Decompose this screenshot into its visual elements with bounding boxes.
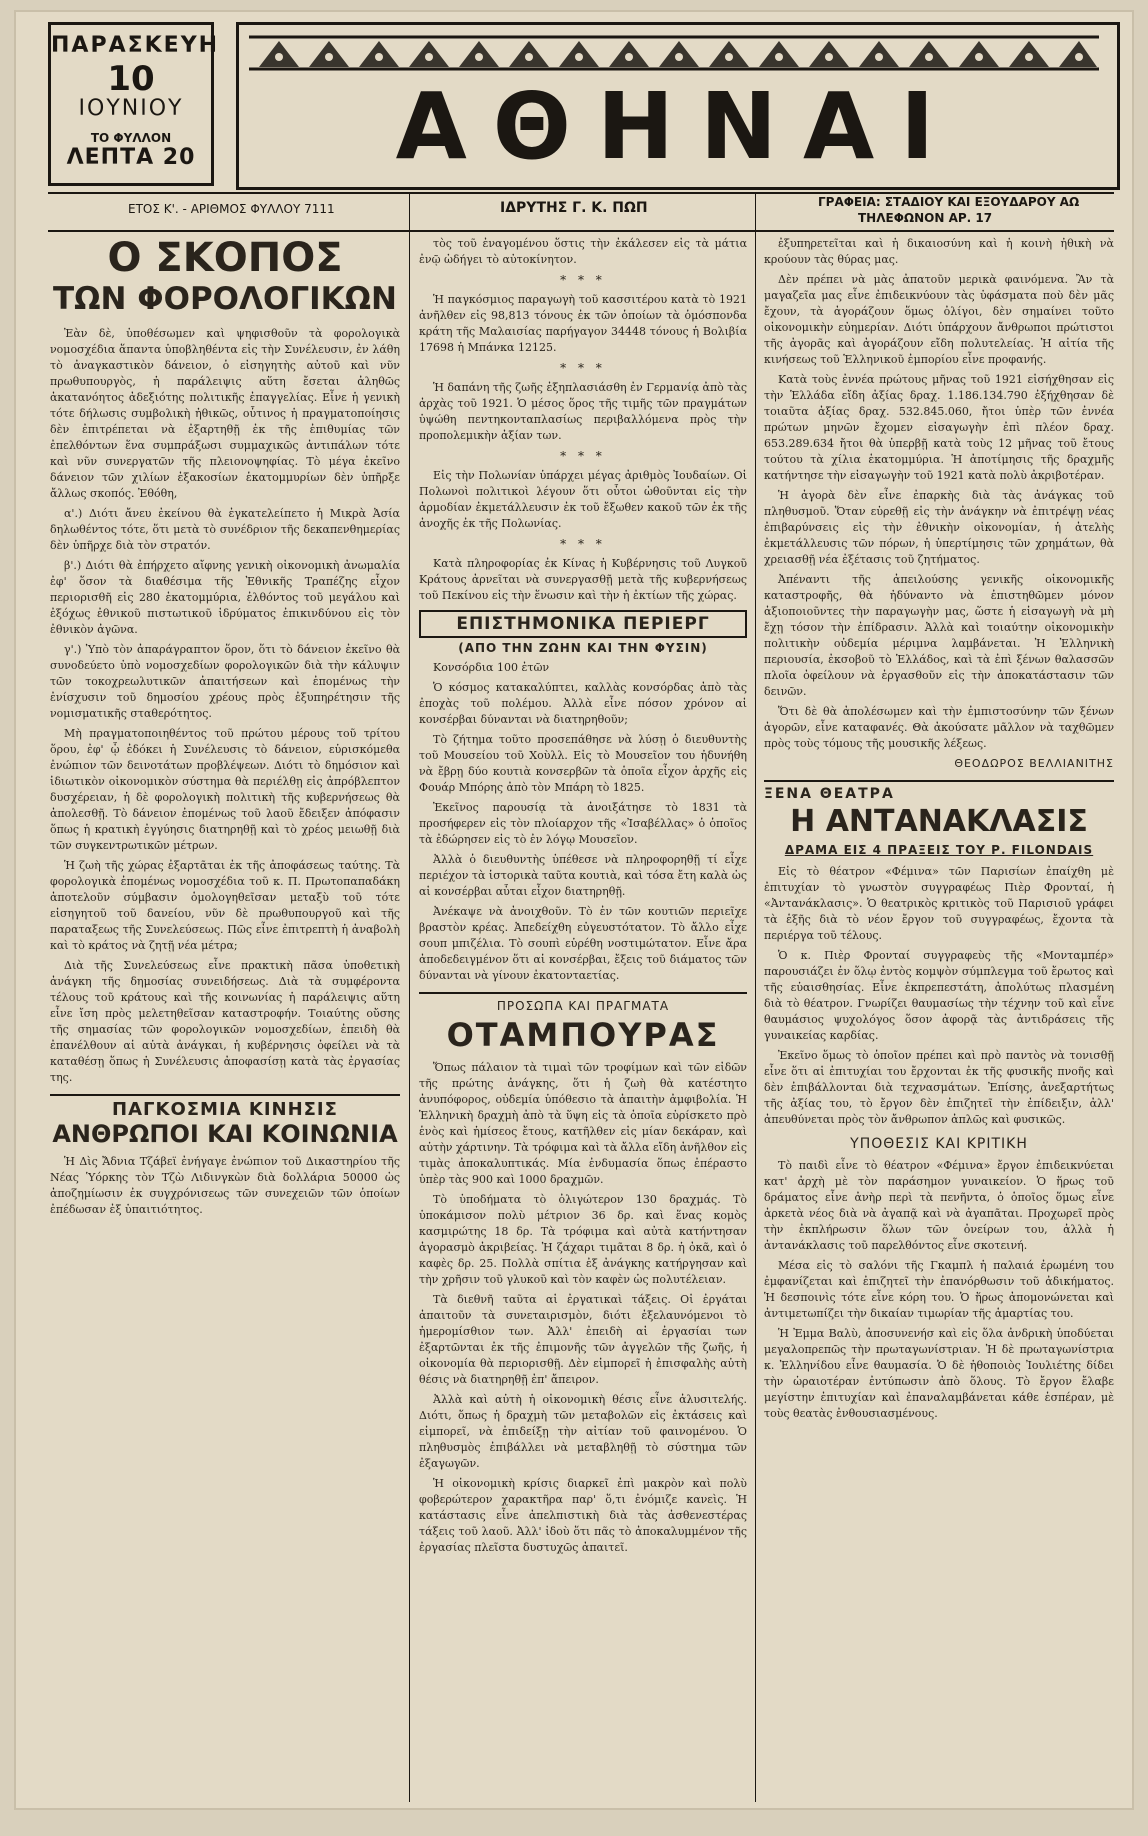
greek-ornament-icon	[249, 33, 1099, 73]
kicker-prosopa: ΠΡΟΣΩΠΑ ΚΑΙ ΠΡΑΓΜΑΤΑ	[496, 999, 670, 1013]
article-paragraph: Ὅπως πάλαιον τὰ τιμαὶ τῶν τροφίμων καὶ τῶν εἰδῶν τῆς πρώτης ἀνάγκης, ὅτι ἡ ζωὴ θὰ κατέστητο ἀνυπόφορος, οὐδεμία ὑπόθεσιο τὰ ἀπαιτὴν ἀμφιβολία. Ἡ Ἑλληνικὴ δραχμὴ ἀπὸ τὰ ὕψη εἰς τὰ ὁποῖα εὑρίσκετο πρὸ ἑνὸς καὶ ἡμίσεος ἔτους, κατῆλθεν εἰς μίαν δεκάραν, καὶ αὐτὴν χάρτινην. Τὰ τρόφιμα καὶ τὰ ἄλλα εἴδη ἀνῆλθον εἰς τιμὰς ἀποκαλυπτικάς. Μία ἐνδυμασία ὅπως ἐπέραστο ὑπὲρ τὰς 900 καὶ 1000 δραχμῶν.	[419, 1061, 747, 1186]
weekday: ΠΑΡΑΣΚΕΥΗ	[51, 33, 220, 58]
article-paragraph: Ἐκεῖνος παρουσίᾳ τὰ ἀνοιξάτησε τὸ 1831 τὰ προσήφερεν εἰς τὸν πλοίαρχον τῆς «Ἰσαβέλλας» ὁ ὁποῖος τὰ ἐδώρησεν εἰς τὸ ἐν λόγῳ Μουσεῖον.	[419, 801, 747, 846]
article-paragraph: Ὅτι δὲ θὰ ἀπολέσωμεν καὶ τὴν ἐμπιστοσύνην τῶν ξένων ἀγορῶν, εἶνε καταφανές. Θὰ ἀκούσατε μᾶλλον νὰ ταχθῶμεν πρὸς τοὺς τόμους τῆς μουσικῆς λέξεως.	[764, 705, 1114, 750]
article-paragraph: Δὲν πρέπει νὰ μὰς ἀπατοῦν μερικὰ φαινόμενα. Ἂν τὰ μαγαζεῖα μας εἶνε ἐπιδεικνύουν τὰς ὑφάσματα ποὺ δὲν μᾶς ἔχουν, τὰ ἀγοράζουν ὅμως ὀλίγοι, δὲν σημαίνει τοῦτο οἰκονομικὴν εὐημερίαν. Διότι ὑπάρχουν ἄνθρωποι πρώτιστοι τῆς ἀγορᾶς καὶ ἀγοράζουν εἴδη πολυτελείας. Ἡ αἰτία τῆς κινήσεως τοῦ Ἑλληνικοῦ ἐμπορίου εἶνε προφανής.	[764, 273, 1114, 366]
article-paragraph: Κατὰ τοὺς ἐννέα πρώτους μῆνας τοῦ 1921 εἰσήχθησαν εἰς τὴν Ἑλλάδα εἴδη ἀξίας δραχ. 1.186.134.790 ἐξήχθησαν δὲ τοιαῦτα ἀξίας δραχ. 532.845.060, ἤτοι ὑπὲρ τῶν ἐννέα πρώτων μηνῶν ἔχομεν εἰσαγωγὴν ἐπὶ πλέον δραχ. 653.289.634 ἤτοι θὰ ὑπερβῇ κατὰ τοὺς 12 μῆνας τοῦ ἔτους τούτου τὰ χίλια ἑκατομμύρια. Ἡ ἀποτίμησις τῆς δραχμῆς κατήντησε τὴν εἰσαγωγὴν τοῦ 1921 κατὰ πολὺ ἀκριβοτέραν.	[764, 373, 1114, 482]
headline-anthropoi: ΑΝΘΡΩΠΟΙ ΚΑΙ ΚΟΙΝΩΝΙΑ	[52, 1120, 398, 1148]
review-body	[764, 1158, 1114, 1422]
article-paragraph: Τὸ ζήτημα τοῦτο προσεπάθησε νὰ λύσῃ ὁ διευθυντὴς τοῦ Μουσείου τοῦ Χοὺλλ. Εἰς τὸ Μουσεῖον του ἠδυνήθη νὰ ἔβρῃ δύο κουτιὰ κονσερβῶν τὰ ὁποῖα εἶχον ἀρχῆς εἰς Φουάρ Μπόρης ἀπὸ τὸν Μπάρη τὸ 1825.	[419, 733, 747, 794]
article-paragraph: Ἡ δαπάνη τῆς ζωῆς ἐξηπλασιάσθη ἐν Γερμανίᾳ ἀπὸ τὰς ἀρχὰς τοῦ 1921. Ὁ μέσος ὅρος τῆς τιμῆς τῶν πραγμάτων ὑψώθη πεντηκονταπλασίως περιβαλλόμενα πρὸς τὴν προπολεμικὴν ἀξίαν των.	[419, 381, 747, 442]
article-paragraph: β'.) Διότι θὰ ἐπήρχετο αἴφνης γενικὴ οἰκονομικὴ ἀνωμαλία ἐφ' ὅσον τὰ διαθέσιμα τῆς Ἐθνικῆς Τραπέζης εἶχον περιορισθῆ εἰς 280 ἑκατομμύρια, ἐλθόντος τοῦ μεγάλου καὶ ἐξόχως ἐθνικοῦ πιστωτικοῦ ἱδρύματος ἐπικινδύνου εἰς τὸν ἐθνικὸν ἀγῶνα.	[50, 559, 400, 636]
date-number: 10	[107, 59, 155, 99]
author-signature: ΘΕΟΔΩΡΟΣ ΒΕΛΛΙΑΝΙΤΗΣ	[954, 757, 1114, 770]
article-paragraph: Ἀλλὰ καὶ αὐτὴ ἡ οἰκονομικὴ θέσις εἶνε ἀλυσιτελής. Διότι, ὅπως ἡ δραχμὴ τῶν μεταβολῶν εἰς ἐκτάσεις καὶ εἰμπορεῖ, νὰ ἐπιδείξῃ τὴν αἰτίαν τοῦ φαινομένου. Ὁ πληθυσμὸς ἐπιβάλλει νὰ μεταβληθῇ τὸ σύστημα τῶν ἐξαγωγῶν.	[419, 1393, 747, 1470]
newspaper-page	[14, 10, 1134, 1810]
article-paragraph: Ἡ παγκόσμιος παραγωγὴ τοῦ κασσιτέρου κατὰ τὸ 1921 ἀνῆλθεν εἰς 98,813 τόνους ἐκ τῶν ὁποίων τὰ ὁμόσπονδα κράτη τῆς Μαλαισίας παρήγαγον 34448 τόνους ἡ Βολιβία 17698 ἡ Μπάνκα 12125.	[419, 293, 747, 354]
article-paragraph: Τὸ ὑποδήματα τὸ ὀλιγώτερον 130 δραχμάς. Τὸ ὑποκάμισον πολὺ μέτριον 36 δρ. καὶ ἕνας κομὸς κασμιρώτης 18 δρ. Τὰ τρόφιμα καὶ αὐτὰ κατήντησαν ἀγορασμὸ ἀκριβείας. Ἡ ζάχαρι τιμᾶται 8 δρ. ἡ ὀκᾶ, καὶ ὁ καφὲς δρ. 25. Πολλὰ σπίτια ἐξ ἀνάγκης κατήργησαν καὶ τὴν χρῆσιν τοῦ γλυκοῦ καὶ τὸν καφὲν ὡς πολυτέλειαν.	[419, 1193, 747, 1286]
notes-body	[419, 236, 747, 604]
phone: ΤΗΛΕΦΩΝΟΝ ΑΡ. 17	[858, 211, 993, 225]
column-rule	[409, 192, 410, 1802]
economy-body	[764, 236, 1114, 752]
month: ΙΟΥΝΙΟΥ	[78, 96, 184, 121]
article-paragraph: Τὰ διεθνῆ ταῦτα αἱ ἐργατικαὶ τάξεις. Οἱ ἐργάται ἀπαιτοῦν τὰ συνεταιρισμὸν, διότι ἐξελαυνόμενοι τὸ ἡμερομίσθιον των. Ἀλλ' ἐπειδὴ αἱ ἐργασίαι των ἐξαρτῶνται ἐκ τῆς ἐπιμονῆς τῶν ἀγγελῶν τῆς ζωῆς, ἡ οἰκονομία θὰ περιορισθῇ. Δὲν εἰμπορεῖ ἡ ἐπισφαλὴς αὐτὴ θέσις νὰ διατηρηθῇ ἐπ' ἄπειρον.	[419, 1293, 747, 1386]
divider	[50, 1094, 400, 1096]
newspaper-title: ΑΘΗΝΑΙ	[395, 73, 961, 180]
headline-antanaklasis: Η ΑΝΤΑΝΑΚΛΑΣΙΣ	[790, 804, 1088, 839]
founder: ΙΔΡΥΤΗΣ Γ. Κ. ΠΩΠ	[500, 200, 648, 216]
article-paragraph: Ἀνέκαψε νὰ ἀνοιχθοῦν. Τὸ ἐν τῶν κουτιῶν περιεῖχε βραστὸν κρέας. Ἀπεδείχθη εὐγευστότατον. Τὸ ἄλλο εἶχε σουπ μπιζέλια. Τὸ σουπὶ εὑρέθη νοστιμώτατον. Εἶνε ἄρα ἀποδεδειγμένον ὅτι αἱ κονσέρβαι, ἔξεις τοῦ διάματος τῶν δύνανται νὰ γίνουν ἐκατονταετίας.	[419, 905, 747, 982]
column-2	[419, 236, 747, 1802]
headline-forologikon: ΤΩΝ ΦΟΡΟΛΟΓΙΚΩΝ	[53, 281, 397, 317]
article-paragraph: α'.) Διότι ἄνευ ἐκείνου θὰ ἐγκατελείπετο ἡ Μικρὰ Ἀσία δηλωθέντος τότε, ὅτι μετὰ τὸ συνέδριον τῆς δεκαπενθημερίας δὲν ὑπῆρχε διὰ τὸν στρατόν.	[50, 507, 400, 552]
asterism-icon: * * *	[560, 537, 606, 551]
article-paragraph: Τὸ παιδὶ εἶνε τὸ θέατρον «Φέμινα» ἔργον ἐπιδεικνύεται κατ' ἀρχὴ μὲ τὸν παράσημον γυναικείον. Ὁ ἥρως τοῦ δράματος εἶνε ἀνὴρ περὶ τὰ πενῆντα, ὁ ὁποῖος ὅμως εἶνε ἀρκετὰ νέος διὰ νὰ ἀγαπᾷ καὶ νὰ ἀγαπᾶται. Προχωρεῖ πρὸς τὴν ἐκπλήρωσιν ὅλων τῶν ὀνείρων του, ἀλλὰ ἡ ἀντανάκλασις τοῦ παρελθόντος εἶνε σκοτεινή.	[764, 1159, 1114, 1252]
play-subtitle: ΔΡΑΜΑ ΕΙΣ 4 ΠΡΑΞΕΙΣ ΤΟΥ Ρ. FILONDAIS	[784, 843, 1094, 857]
year-issue: ΕΤΟΣ Κ'. - ΑΡΙΘΜΟΣ ΦΥΛΛΟΥ 7111	[128, 202, 335, 216]
article-paragraph: ἐξυπηρετεῖται καὶ ἡ δικαιοσύνη καὶ ἡ κοινὴ ἠθικὴ νὰ κρούουν τὰς θύρας μας.	[764, 237, 1114, 266]
theatre-body	[764, 864, 1114, 1128]
article-paragraph: Εἰς τὸ θέατρον «Φέμινα» τῶν Παρισίων ἐπαίχθη μὲ ἐπιτυχίαν τὸ γνωστὸν συγγραφέως Πιὲρ Φρονταί, ἡ «Ἀντανάκλασις». Ὁ θεατρικὸς κριτικὸς τοῦ Παρισιοῦ γράφει τὰ ἑξῆς διὰ τὸ νέον ἔργον τοῦ συγγραφέως, ἔχοντα τὰ περιέργα τοῦ τέλους.	[764, 865, 1114, 942]
article-paragraph: Ἀπέναντι τῆς ἀπειλούσης γενικῆς οἰκονομικῆς καταστροφῆς, θὰ ἠδύναντο νὰ ἐπιστηθῶμεν μόνον ἀξιοποιοῦντες τὴν παραγωγὴν μας, ὥστε ἡ εἰσαγωγὴ νὰ μὴ ἔχῃ τόσον τὴν ἐπίδρασιν. Ἀλλὰ καὶ τοιαύτην οἰκονομικὴν πολιτικὴν οὐδεμία μέριμνα λαμβάνεται. Ἡ Ἑλληνικὴ περιουσία, ἐκσοβοῦ τὸ Ἑλλάδος, καὶ τὰ ἐπὶ ξένων θαλασσῶν πλοῖα ὀφείλουν νὰ ἐργασθοῦν εἰς τὴν ἀποκατάστασιν τῶν δεινῶν.	[764, 573, 1114, 698]
kicker-xena-theatra: ΞΕΝΑ ΘΕΑΤΡΑ	[764, 786, 895, 802]
info-line	[48, 192, 1114, 232]
article-paragraph: Μὴ πραγματοποιηθέντος τοῦ πρώτου μέρους τοῦ τρίτου ὅρου, ἐφ' ᾧ ἐδόκει ἡ Συνέλευσις τὸ δάνειον, εὑρισκόμεθα ἐνώπιον τῶν δεινοτάτων προβλέψεων. Διότι τὸ δημόσιον καὶ ἰδιωτικὸν οἰκονομικὸν σύστημα θὰ περιέλθῃ εἰς ἀπρόβλεπτον δυσχέρειαν, ἡ δὲ φορολογικὴ πολιτικὴ τῆς κυβερνήσεως θὰ ἀπολεσθῇ. Τὸ δάνειον ἐπομένως τοῦ λαοῦ ἔδειξεν ἀπόφασιν ὅπως ἡ κρατικὴ ἐγγύησις διατηρηθῇ καὶ τὸ χρέος μειωθῇ διὰ τῶν συγκεντρωτικῶν μέτρων.	[50, 727, 400, 852]
issue-label: ΤΟ ΦΥΛΛΟΝ	[90, 131, 172, 145]
article-paragraph: Διὰ τῆς Συνελεύσεως εἶνε πρακτικὴ πᾶσα ὑποθετικὴ ἀνάγκη τῆς δημοσίας συνειδήσεως. Διὰ τὰ συμφέροντα τέλους τοῦ κράτους καὶ τῆς κοινωνίας ἡ παράλειψις αὕτη εἶνε ἴση πρὸς μελετηθεῖσαν καταστροφήν. Τοιαύτης οὔσης τῆς σημασίας τῶν φορολογικῶν νομοσχεδίων, ἐπειδὴ θὰ ἐπανέλθουν αἱ αὐτὰ ἀνάγκαι, ἡ κυβέρνησις ὀφείλει νὰ τὰ καταθέσῃ ὅπως ἡ Συνέλευσις ἀποφασίσῃ κατὰ τὰς ἐργασίας της.	[50, 959, 400, 1084]
subhead-ypothesis: ΥΠΟΘΕΣΙΣ ΚΑΙ ΚΡΙΤΙΚΗ	[850, 1136, 1028, 1152]
date-box	[48, 22, 220, 186]
asterism-icon: * * *	[560, 273, 606, 287]
article-paragraph: Ἡ ἀγορὰ δὲν εἶνε ἐπαρκὴς διὰ τὰς ἀνάγκας τοῦ πληθυσμοῦ. Ὅταν εὑρεθῇ εἰς τὴν ἀνάγκην νὰ ἐπιτρέψῃ νέας ἐπιβαρύνσεις εἰς τὴν ἐθνικὴν οἰκονομίαν, ἡ ἀτελὴς ἐκμετάλλευσις τῶν πόρων, ἡ ὑπερτίμησις τῶν χρημάτων, θὰ χρειασθῇ νέα ἐξέτασις τοῦ ζητήματος.	[764, 489, 1114, 566]
article-paragraph: Ὁ κ. Πιὲρ Φρονταί συγγραφεὺς τῆς «Μονταμπέρ» παρουσιάζει ἐν ὅλῳ ἐντὸς κομψὸν σύμπλεγμα τοῦ ἔρωτος καὶ τῆς εὐαισθησίας. Εἶνε ἐκπρεπεστάτη, ἀπολύτως πλασμένη διὰ τὸ θέατρον. Γνωρίζει θαυμασίως τὴν τέχνην τοῦ καὶ εἶνε θαυμάσιος ψυχολόγος ὅσον ἀφορᾷ τὰς ἀντιδράσεις τῆς γυναικείας καρδίας.	[764, 949, 1114, 1042]
article-paragraph: Ὁ κόσμος κατακαλύπτει, καλλὰς κονσόρδας ἀπὸ τὰς ἐποχὰς τοῦ πολέμου. Ἀλλὰ εἶνε πόσον χρόνον αἱ κονσέρβαι δύνανται νὰ διατηρηθοῦν;	[419, 681, 747, 726]
offices: ΓΡΑΦΕΙΑ: ΣΤΑΔΙΟΥ ΚΑΙ ΕΞΟΥΔΑΡΟΥ ΑΩ	[818, 195, 1080, 209]
headline-otampouras: ΟΤΑΜΠΟΥΡΑΣ	[446, 1016, 720, 1054]
headline-skopos: Ο ΣΚΟΠΟΣ	[107, 236, 343, 281]
column-1	[50, 236, 400, 1802]
article-paragraph: Ἡ οἰκονομικὴ κρίσις διαρκεῖ ἐπὶ μακρὸν καὶ πολὺ φοβερώτερον χαρακτῆρα παρ' ὅ,τι ἐνόμιζε κανεὶς. Ἡ κατάστασις εἶνε ἀπελπιστικὴ διὰ τὰς ἀσθενεστέρας τάξεις τοῦ λαοῦ. Ἀλλ' ἰδοὺ ὅτι πᾶς τὸ ἀποκαλυμμένον τῆς ἐργασίας πλεῖστα δυστυχῶς ἀπαιτεῖ.	[419, 1477, 747, 1554]
issue-price: ΛΕΠΤΑ 20	[66, 145, 196, 170]
article-paragraph: Ἡ ζωὴ τῆς χώρας ἐξαρτᾶται ἐκ τῆς ἀποφάσεως ταύτης. Τὰ φορολογικὰ ἐπομένως νομοσχέδια τοῦ κ. Π. Πρωτοπαπαδάκη ἀποτελοῦν σύμβασιν ὁμολογηθεῖσαν μεταξὺ τοῦ τότε εἰσηγητοῦ τοῦ δανείου, νῦν δὲ πρωθυπουργοῦ καὶ τῆς παραταξεως τῆς Συνελεύσεως. Πῶς εἶνε ἐπιτρεπτὴ ἡ ἀναβολὴ καὶ τὸ κράτος νὰ ζητῇ νέα μέτρα;	[50, 859, 400, 952]
article-paragraph: Εἰς τὴν Πολωνίαν ὑπάρχει μέγας ἀριθμὸς Ἰουδαίων. Οἱ Πολωνοὶ πολιτικοὶ λέγουν ὅτι οὗτοι ὠθοῦνται εἰς τὴν ἀρμοδίαν ἐκμετάλλευσιν ἐκ τοῦ ἔξωθεν κακοῦ τῶν ἐκ τῆς ἀνοχῆς ἐκ τῆς Πολωνίας.	[419, 469, 747, 530]
article-paragraph: Ἀλλὰ ὁ διευθυντὴς ὑπέθεσε νὰ πληροφορηθῇ τί εἶχε περιέχον τὰ ἱστορικὰ ταῦτα κουτιὰ, καὶ τόσα ἔτη καλὰ ὡς αἱ κονσέρβαι αὗται εἶχον διατηρηθῇ.	[419, 853, 747, 898]
article-paragraph: Κατὰ πληροφορίας ἐκ Κίνας ἡ Κυβέρνησις τοῦ Λυγκοῦ Κράτους ἀρνεῖται νὰ συνεργασθῇ μετὰ τῆς κυβερνήσεως τοῦ Πεκίνου εἰς τὴν ἕνωσιν καὶ τὴν ἡ ἐκτίων τῆς χώρας.	[419, 557, 747, 602]
asterism-icon: * * *	[560, 449, 606, 463]
science-body	[419, 660, 747, 984]
article-paragraph: Ἡ Ἐμμα Βαλὺ, ἀποσυνενήσ καὶ εἰς ὅλα ἀνδρικὴ ὑποδύεται μεγαλοπρεπῶς τὴν πρωταγωνίστριαν. Ἡ δὲ πρωταγωνίστρια κ. Ἑλληνίδου εἶνε θαυμασία. Ὁ δὲ ἡθοποιὸς Ἰουλιέτης δίδει τὴν ὡραιοτέραν ἐντύπωσιν ἀπὸ ὅλους. Τὸ ἔργον ἔλαβε μεγίστην ἐπιτυχίαν καὶ ἐπαναλαμβάνεται κάθε ἑσπέραν, μὲ τοὺς θεατὰς ἐνθουσιασμένους.	[764, 1327, 1114, 1420]
asterism-icon: * * *	[560, 361, 606, 375]
nameplate-box	[236, 22, 1120, 190]
article-paragraph: τὸς τοῦ ἐναγομένου ὅστις τὴν ἐκάλεσεν εἰς τὰ μάτια ἐνῷ ὡδήγει τὸ αὐτοκίνητον.	[419, 237, 747, 266]
column-3	[764, 236, 1114, 1802]
column-rule	[755, 192, 756, 1802]
article-paragraph: Ἡ Δὶς Ἄδνια Τζάβεϊ ἐνήγαγε ἐνώπιον τοῦ Δικαστηρίου τῆς Νέας Ὑόρκης τὸν Τζὼ Λιδινγκὼν διὰ δολλάρια 50000 ὡς ἀποζημίωσιν ἐκ συγχρόνισεως τῶν συνεχειῶν τῶν ὁποίων ἐπέδωσαν ἐξ ὑπαιτιότητος.	[50, 1155, 400, 1216]
article-paragraph: Μέσα εἰς τὸ σαλόνι τῆς Γκαμπλ ἡ παλαιά ἐρωμένη του ἐμφανίζεται καὶ ἐπιζητεῖ τὴν ἐπανόρθωσιν τοῦ ἀδικήματος. Ἡ δεσποινὶς τότε εἶνε κόρη του. Ὁ ἥρως ἀπομονώνεται καὶ ἀντιμετωπίζει τὴν δικαίαν τιμωρίαν τῆς ἁμαρτίας του.	[764, 1259, 1114, 1320]
article-body	[50, 326, 400, 1086]
section-head-pagkosmia: ΠΑΓΚΟΣΜΙΑ ΚΙΝΗΣΙΣ	[112, 1099, 338, 1120]
divider	[419, 992, 747, 994]
otampouras-body	[419, 1060, 747, 1556]
article-paragraph: Ἐὰν δὲ, ὑποθέσωμεν καὶ ψηφισθοῦν τὰ φορολογικὰ νομοσχέδια ἅπαντα ὑποβληθέντα εἰς τὴν Συνέλευσιν, ἐν λάθη τὸ ἀναγκαστικὸν δάνειον, ὁ εἰσηγητὴς αὐτοῦ καὶ νῦν πρωθυπουργὸς, ἡ παράλειψις αὕτη ἔσεται ἀληθῶς ἀκατανόητος ἀδεξιότης πολιτικῆς ἐπαγγελίας. Εἶνε ἡ γενικὴ τότε δήλωσις συμβολικὴ ἠθικῶς, οὗτινος ἡ πραγματοποίησις δὲν ἐπιτρέπεται νὰ ἐξαρτηθῇ ἐκ τῆς ἐπιθυμίας τῶν ἐπελθόντων ἕνα συμπράξωσι συμμαχικῶς ἀντιπάλων τότε καὶ νῦν συνεργατῶν τῆς πλειονοψηφίας. Τὸ μέγα ἐκεῖνο δάνειον τῶν χιλίων ἑξακοσίων ἑκατομμυρίων δὲν ὑπῆρξε ἄλλως σκοπός. Ἐθόθη,	[50, 327, 400, 500]
section-subhead: (ΑΠΟ ΤΗΝ ΖΩΗΝ ΚΑΙ ΤΗΝ ΦΥΣΙΝ)	[458, 641, 708, 655]
article-paragraph: Ἐκεῖνο ὅμως τὸ ὁποῖον πρέπει καὶ πρὸ παντὸς νὰ τονισθῇ εἶνε ὅτι αἱ ἐπιτυχίαι του ἔρχονται ἐκ τῆς φυσικῆς πνοῆς καὶ δὲν ἐπιβάλλονται διὰ τεχνασμάτων. Ἐπίσης, ἀνεξαρτήτως τῆς ἀξίας του, τὸ ἔργον δὲν ἐπιζητεῖ τὴν ἐπίδειξιν, ἀλλ' ἀπευθύνεται πρὸς τὸν ἄνθρωπον ἀπλῶς καὶ φυσικῶς.	[764, 1049, 1114, 1126]
section-head-epistimonika: ΕΠΙΣΤΗΜΟΝΙΚΑ ΠΕΡΙΕΡΓ	[419, 610, 747, 638]
divider	[764, 780, 1114, 782]
article-paragraph: Κονσόρδια 100 ἐτῶν	[433, 661, 550, 674]
article-paragraph: γ'.) Ὑπὸ τὸν ἀπαράγραπτον ὅρον, ὅτι τὸ δάνειον ἐκεῖνο θὰ συνοδεύετο ὑπὸ νομοσχεδίων φορολογικῶν διὰ τὴν κάλυψιν τῶν τοκοχρεωλυτικῶν ἀπαιτήσεων καὶ ἐπομένως τὴν ἐνίσχυσιν τοῦ δημοσίου χρέους πρὸς ἐξυπηρέτησιν τῆς νομισματικῆς σταθερότητος.	[50, 643, 400, 720]
